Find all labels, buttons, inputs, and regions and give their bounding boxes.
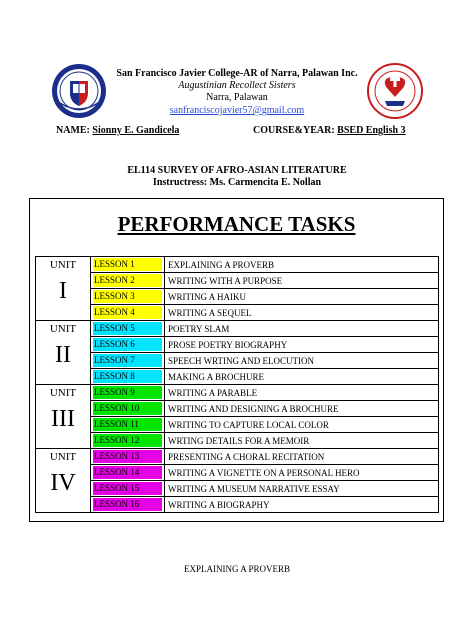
- lesson-label: LESSON 6: [93, 338, 162, 351]
- lesson-cell: [91, 449, 165, 465]
- task-cell: WRITING AND DESIGNING A BROCHURE: [165, 401, 439, 417]
- lesson-label: LESSON 12: [93, 434, 162, 447]
- task-cell: WRITING A HAIKU: [165, 289, 439, 305]
- table-row: [36, 257, 439, 273]
- lesson-label: LESSON 10: [93, 402, 162, 415]
- task-cell: MAKING A BROCHURE: [165, 369, 439, 385]
- lesson-label: LESSON 14: [93, 466, 162, 479]
- lesson-cell: [91, 401, 165, 417]
- table-row: [36, 481, 439, 497]
- lesson-cell: [91, 417, 165, 433]
- table-row: [36, 321, 439, 337]
- school-email-link[interactable]: sanfranciscojavier57@gmail.com: [169, 105, 305, 116]
- lesson-label: LESSON 5: [93, 322, 162, 335]
- school-name: San Francisco Javier College-AR of Narra, Palawan Inc.: [116, 68, 358, 79]
- table-row: [36, 337, 439, 353]
- lesson-label: LESSON 1: [93, 258, 162, 271]
- table-row: [36, 449, 439, 465]
- school-header: [110, 68, 364, 117]
- unit-numeral: I: [59, 278, 67, 304]
- unit-numeral: IV: [50, 470, 76, 496]
- course-instructor: Instructress: Ms. Carmencita E. Nollan: [152, 177, 322, 188]
- task-cell: POETRY SLAM: [165, 321, 439, 337]
- task-cell: WRTING DETAILS FOR A MEMOIR: [165, 433, 439, 449]
- name-label: NAME:: [56, 125, 90, 136]
- table-row: [36, 417, 439, 433]
- section-heading: EXPLAINING A PROVERB: [183, 564, 290, 574]
- unit-label: UNIT: [49, 259, 77, 271]
- unit-cell: [36, 385, 91, 449]
- student-name-line: [56, 125, 179, 136]
- lesson-cell: [91, 465, 165, 481]
- lesson-cell: [91, 481, 165, 497]
- task-cell: SPEECH WRTING AND ELOCUTION: [165, 353, 439, 369]
- task-cell: WRITING A PARABLE: [165, 385, 439, 401]
- school-location: Narra, Palawan: [206, 92, 268, 103]
- course-year-value: BSED English 3: [337, 125, 406, 136]
- lesson-label: LESSON 3: [93, 290, 162, 303]
- task-cell: WRITING A VIGNETTE ON A PERSONAL HERO: [165, 465, 439, 481]
- order-seal-icon: [367, 63, 423, 119]
- table-row: [36, 353, 439, 369]
- unit-label: UNIT: [49, 451, 77, 463]
- unit-numeral: III: [51, 406, 75, 432]
- unit-numeral: II: [55, 342, 71, 368]
- unit-label: UNIT: [49, 387, 77, 399]
- lesson-cell: [91, 433, 165, 449]
- lesson-label: LESSON 9: [93, 386, 162, 399]
- table-row: [36, 273, 439, 289]
- order-name: Augustinian Recollect Sisters: [178, 80, 296, 91]
- lesson-label: LESSON 8: [93, 370, 162, 383]
- task-cell: WRITING A BIOGRAPHY: [165, 497, 439, 513]
- unit-cell: [36, 321, 91, 385]
- course-title: EL114 SURVEY OF AFRO-ASIAN LITERATURE: [127, 165, 347, 176]
- lesson-cell: [91, 497, 165, 513]
- lesson-label: LESSON 7: [93, 354, 162, 367]
- lesson-cell: [91, 289, 165, 305]
- lesson-label: LESSON 4: [93, 306, 162, 319]
- task-cell: PRESENTING A CHORAL RECITATION: [165, 449, 439, 465]
- unit-cell: [36, 449, 91, 513]
- student-name: Sionny E. Gandicela: [92, 125, 180, 136]
- lesson-label: LESSON 13: [93, 450, 162, 463]
- lesson-label: LESSON 11: [93, 418, 162, 431]
- lesson-label: LESSON 15: [93, 482, 162, 495]
- task-cell: WRITING A SEQUEL: [165, 305, 439, 321]
- table-row: [36, 465, 439, 481]
- lesson-cell: [91, 305, 165, 321]
- task-cell: PROSE POETRY BIOGRAPHY: [165, 337, 439, 353]
- task-cell: WRITING A MUSEUM NARRATIVE ESSAY: [165, 481, 439, 497]
- school-seal-icon: [51, 63, 107, 119]
- table-row: [36, 401, 439, 417]
- performance-tasks-title: PERFORMANCE TASKS: [117, 212, 356, 236]
- lesson-label: LESSON 16: [93, 498, 162, 511]
- table-row: [36, 289, 439, 305]
- lesson-cell: [91, 273, 165, 289]
- task-cell: WRITING WITH A PURPOSE: [165, 273, 439, 289]
- lesson-cell: [91, 353, 165, 369]
- course-year-line: [253, 125, 406, 136]
- course-year-label: COURSE&YEAR:: [253, 125, 335, 136]
- task-cell: EXPLAINING A PROVERB: [165, 257, 439, 273]
- performance-tasks-table: [35, 256, 439, 513]
- table-row: [36, 433, 439, 449]
- lesson-cell: [91, 385, 165, 401]
- course-info: [0, 165, 474, 189]
- lesson-cell: [91, 369, 165, 385]
- lesson-cell: [91, 321, 165, 337]
- table-row: [36, 305, 439, 321]
- lesson-cell: [91, 257, 165, 273]
- unit-cell: [36, 257, 91, 321]
- unit-label: UNIT: [49, 323, 77, 335]
- table-row: [36, 497, 439, 513]
- table-row: [36, 369, 439, 385]
- task-cell: WRITING TO CAPTURE LOCAL COLOR: [165, 417, 439, 433]
- lesson-cell: [91, 337, 165, 353]
- lesson-label: LESSON 2: [93, 274, 162, 287]
- table-row: [36, 385, 439, 401]
